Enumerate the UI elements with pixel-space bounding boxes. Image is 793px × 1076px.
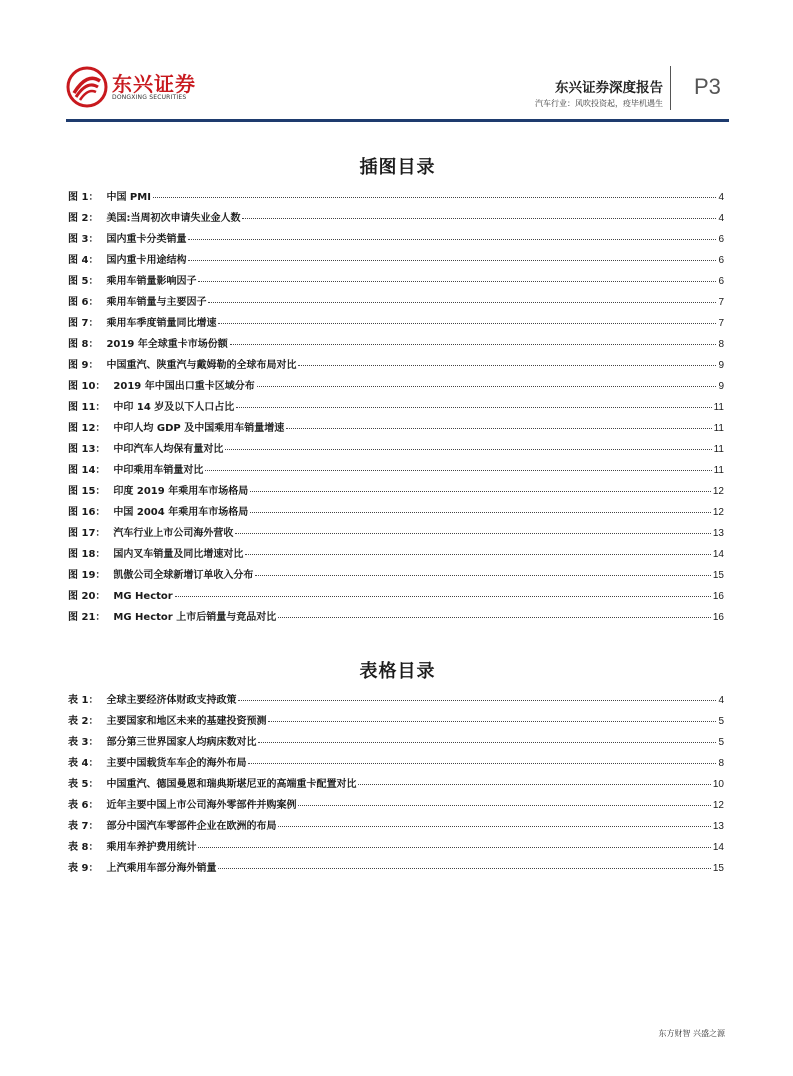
toc-entry-page[interactable]: 15 (712, 863, 724, 874)
toc-entry-label[interactable]: 部分中国汽车零部件企业在欧洲的布局 (106, 821, 277, 832)
toc-dot-leader (188, 239, 716, 240)
figure-toc-entry[interactable] (68, 398, 724, 419)
toc-dot-leader (225, 449, 711, 450)
footer-slogan: 东方财智 兴盛之源 (658, 1029, 725, 1038)
toc-entry-number: 表 6： (68, 800, 99, 811)
table-toc-entry[interactable] (68, 817, 724, 838)
toc-entry-label[interactable]: MG Hector 上市后销量与竞品对比 (113, 612, 277, 623)
toc-dot-leader (208, 302, 716, 303)
toc-dot-leader (245, 554, 710, 555)
table-toc-entry[interactable] (68, 775, 724, 796)
toc-entry-page[interactable]: 5 (718, 737, 724, 748)
toc-dot-leader (188, 260, 716, 261)
toc-entry-label[interactable]: 乘用车销量与主要因子 (106, 297, 207, 308)
tables-toc-list (68, 691, 724, 880)
toc-entry-page[interactable]: 11 (713, 423, 724, 434)
toc-entry-page[interactable]: 5 (718, 716, 724, 727)
toc-entry-page[interactable]: 4 (718, 192, 724, 203)
toc-dot-leader (255, 575, 710, 576)
toc-dot-leader (358, 784, 710, 785)
toc-entry-page[interactable]: 15 (712, 570, 724, 581)
company-logo (66, 66, 196, 112)
toc-entry-number: 表 5： (68, 779, 99, 790)
toc-entry-page[interactable]: 9 (718, 360, 724, 371)
figure-toc-entry[interactable] (68, 230, 724, 251)
figure-toc-entry[interactable] (68, 335, 724, 356)
toc-entry-number: 表 1： (68, 695, 99, 706)
toc-entry-number: 图 19： (68, 570, 106, 581)
toc-dot-leader (242, 218, 716, 219)
header-divider (670, 66, 671, 110)
figure-toc-entry[interactable] (68, 377, 724, 398)
toc-entry-label[interactable]: 乘用车销量影响因子 (106, 276, 197, 287)
toc-entry-label[interactable]: 中印 14 岁及以下人口占比 (113, 402, 235, 413)
toc-entry-number: 图 16： (68, 507, 106, 518)
toc-dot-leader (198, 281, 716, 282)
toc-entry-label[interactable]: 中国重汽、陕重汽与戴姆勒的全球布局对比 (106, 360, 297, 371)
toc-entry-number: 表 7： (68, 821, 99, 832)
figure-toc-entry[interactable] (68, 482, 724, 503)
toc-entry-label[interactable]: 印度 2019 年乘用车市场格局 (113, 486, 249, 497)
toc-entry-page[interactable]: 11 (713, 465, 724, 476)
toc-entry-page[interactable]: 7 (718, 297, 724, 308)
toc-entry-label[interactable]: 汽车行业上市公司海外营收 (113, 528, 234, 539)
toc-entry-number: 表 2： (68, 716, 99, 727)
toc-entry-number: 图 12： (68, 423, 106, 434)
toc-dot-leader (278, 826, 710, 827)
toc-dot-leader (153, 197, 717, 198)
toc-entry-label[interactable]: 国内叉车销量及同比增速对比 (113, 549, 244, 560)
toc-entry-label[interactable]: 中印汽车人均保有量对比 (113, 444, 224, 455)
toc-entry-page[interactable]: 13 (712, 528, 724, 539)
toc-entry-page[interactable]: 4 (718, 695, 724, 706)
toc-entry-number: 图 15： (68, 486, 106, 497)
toc-dot-leader (258, 742, 716, 743)
toc-dot-leader (218, 323, 716, 324)
toc-entry-label[interactable]: 国内重卡分类销量 (106, 234, 187, 245)
toc-entry-page[interactable]: 6 (718, 255, 724, 266)
toc-entry-page[interactable]: 11 (713, 402, 724, 413)
page-number: P3 (694, 74, 721, 99)
toc-entry-number: 图 9： (68, 360, 99, 371)
toc-dot-leader (250, 491, 711, 492)
toc-entry-label[interactable]: 部分第三世界国家人均病床数对比 (106, 737, 257, 748)
toc-entry-label[interactable]: MG Hector (113, 591, 173, 602)
figure-toc-entry[interactable] (68, 440, 724, 461)
table-toc-entry[interactable] (68, 838, 724, 859)
toc-dot-leader (238, 700, 716, 701)
figures-section-title: 插图目录 (359, 157, 436, 178)
toc-entry-number: 图 11： (68, 402, 106, 413)
toc-entry-number: 表 4： (68, 758, 99, 769)
figure-toc-entry[interactable] (68, 356, 724, 377)
toc-dot-leader (268, 721, 716, 722)
toc-entry-page[interactable]: 16 (712, 612, 724, 623)
toc-entry-page[interactable]: 6 (718, 276, 724, 287)
toc-entry-number: 表 3： (68, 737, 99, 748)
toc-dot-leader (198, 847, 710, 848)
figure-toc-entry[interactable] (68, 188, 724, 209)
toc-entry-label[interactable]: 凯傲公司全球新增订单收入分布 (113, 570, 254, 581)
toc-entry-number: 图 8： (68, 339, 99, 350)
table-toc-entry[interactable] (68, 733, 724, 754)
toc-entry-number: 图 13： (68, 444, 106, 455)
toc-dot-leader (298, 365, 716, 366)
header-rule (66, 119, 729, 122)
toc-entry-number: 图 18： (68, 549, 106, 560)
figure-toc-entry[interactable] (68, 566, 724, 587)
figure-toc-entry[interactable] (68, 545, 724, 566)
toc-dot-leader (235, 533, 710, 534)
toc-entry-label[interactable]: 上汽乘用车部分海外销量 (106, 863, 217, 874)
toc-entry-label[interactable]: 全球主要经济体财政支持政策 (106, 695, 237, 706)
toc-entry-page[interactable]: 6 (718, 234, 724, 245)
toc-entry-label[interactable]: 2019 年中国出口重卡区域分布 (113, 381, 255, 392)
report-title: 东兴证券深度报告 (555, 80, 663, 96)
figure-toc-entry[interactable] (68, 272, 724, 293)
toc-entry-page[interactable]: 12 (712, 486, 724, 497)
logo-text-cn: 东兴证券 (112, 72, 196, 96)
table-toc-entry[interactable] (68, 712, 724, 733)
toc-entry-label[interactable]: 乘用车季度销量同比增速 (106, 318, 217, 329)
toc-entry-label[interactable]: 美国:当周初次申请失业金人数 (106, 213, 241, 224)
toc-entry-page[interactable]: 12 (712, 800, 724, 811)
figure-toc-entry[interactable] (68, 251, 724, 272)
figure-toc-entry[interactable] (68, 293, 724, 314)
toc-entry-page[interactable]: 8 (718, 339, 724, 350)
toc-entry-page[interactable]: 12 (712, 507, 724, 518)
toc-entry-number: 图 7： (68, 318, 99, 329)
toc-dot-leader (218, 868, 710, 869)
figure-toc-entry[interactable] (68, 587, 724, 608)
toc-entry-label[interactable]: 中印人均 GDP 及中国乘用车销量增速 (113, 423, 285, 434)
toc-entry-number: 图 4： (68, 255, 99, 266)
toc-dot-leader (236, 407, 711, 408)
toc-entry-number: 图 5： (68, 276, 99, 287)
toc-entry-page[interactable]: 9 (718, 381, 724, 392)
toc-dot-leader (298, 805, 710, 806)
logo-text-en: DONGXING SECURITIES (112, 94, 187, 101)
toc-dot-leader (257, 386, 717, 387)
figure-toc-entry[interactable] (68, 608, 724, 629)
toc-entry-label[interactable]: 近年主要中国上市公司海外零部件并购案例 (106, 800, 297, 811)
toc-entry-page[interactable]: 11 (713, 444, 724, 455)
toc-entry-number: 表 9： (68, 863, 99, 874)
figures-toc-list (68, 188, 724, 629)
toc-entry-number: 表 8： (68, 842, 99, 853)
toc-dot-leader (230, 344, 717, 345)
page-header (0, 0, 793, 122)
toc-entry-number: 图 2： (68, 213, 99, 224)
toc-dot-leader (175, 596, 711, 597)
table-toc-entry[interactable] (68, 754, 724, 775)
toc-entry-label[interactable]: 中国 PMI (106, 192, 151, 203)
toc-entry-number: 图 21： (68, 612, 106, 623)
toc-entry-page[interactable]: 13 (712, 821, 724, 832)
table-toc-entry[interactable] (68, 691, 724, 712)
toc-dot-leader (205, 470, 711, 471)
figure-toc-entry[interactable] (68, 524, 724, 545)
toc-entry-page[interactable]: 10 (712, 779, 724, 790)
toc-entry-label[interactable]: 2019 年全球重卡市场份额 (106, 339, 228, 350)
figure-toc-entry[interactable] (68, 209, 724, 230)
toc-entry-number: 图 17： (68, 528, 106, 539)
toc-entry-page[interactable]: 16 (712, 591, 724, 602)
toc-entry-number: 图 14： (68, 465, 106, 476)
toc-entry-label[interactable]: 主要中国载货车车企的海外布局 (106, 758, 247, 769)
report-subtitle: 汽车行业：风吹投资起，疫毕机遇生 (535, 99, 663, 108)
toc-entry-page[interactable]: 14 (712, 549, 724, 560)
logo-emblem-icon (66, 66, 108, 108)
toc-entry-label[interactable]: 中国 2004 年乘用车市场格局 (113, 507, 249, 518)
table-toc-entry[interactable] (68, 796, 724, 817)
toc-entry-page[interactable]: 4 (718, 213, 724, 224)
toc-entry-page[interactable]: 7 (718, 318, 724, 329)
toc-entry-number: 图 10： (68, 381, 106, 392)
toc-entry-number: 图 6： (68, 297, 99, 308)
toc-entry-page[interactable]: 8 (718, 758, 724, 769)
toc-dot-leader (278, 617, 711, 618)
toc-dot-leader (286, 428, 711, 429)
toc-entry-number: 图 20： (68, 591, 106, 602)
figure-toc-entry[interactable] (68, 503, 724, 524)
toc-entry-label[interactable]: 主要国家和地区未来的基建投资预测 (106, 716, 267, 727)
figure-toc-entry[interactable] (68, 314, 724, 335)
table-toc-entry[interactable] (68, 859, 724, 880)
figure-toc-entry[interactable] (68, 419, 724, 440)
tables-section-title: 表格目录 (359, 661, 436, 682)
toc-entry-page[interactable]: 14 (712, 842, 724, 853)
toc-entry-label[interactable]: 中印乘用车销量对比 (113, 465, 204, 476)
toc-entry-label[interactable]: 乘用车养护费用统计 (106, 842, 197, 853)
toc-dot-leader (248, 763, 716, 764)
figure-toc-entry[interactable] (68, 461, 724, 482)
toc-entry-number: 图 3： (68, 234, 99, 245)
toc-entry-label[interactable]: 国内重卡用途结构 (106, 255, 187, 266)
toc-entry-label[interactable]: 中国重汽、德国曼恩和瑞典斯堪尼亚的高端重卡配置对比 (106, 779, 357, 790)
toc-entry-number: 图 1： (68, 192, 99, 203)
toc-dot-leader (250, 512, 711, 513)
